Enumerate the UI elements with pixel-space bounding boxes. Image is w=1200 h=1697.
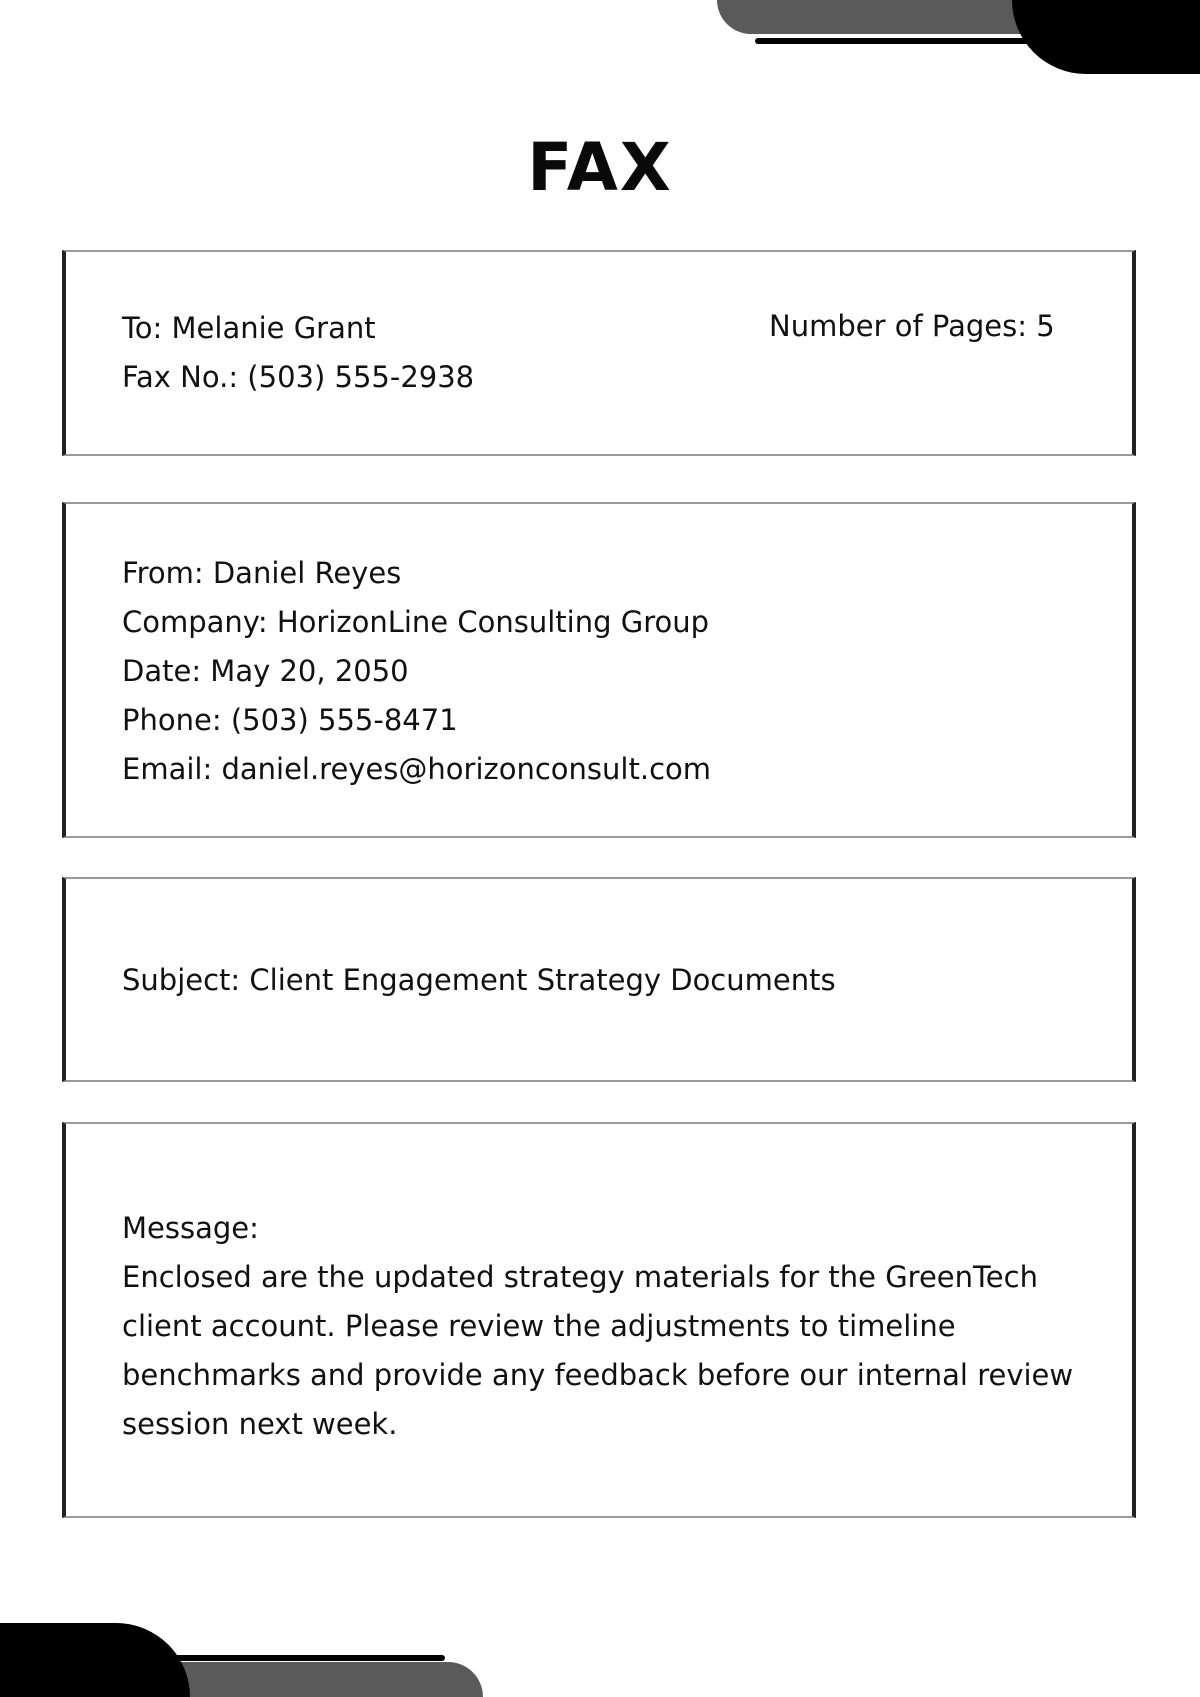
number-of-pages-field: Number of Pages: 5 [769, 309, 1055, 343]
to-field: To: Melanie Grant [122, 311, 376, 345]
decorative-line-top [755, 38, 1055, 44]
subject-section [62, 877, 1136, 1082]
decorative-bar-bottom-black [0, 1623, 190, 1697]
decorative-bar-bottom-gray [150, 1662, 483, 1697]
decorative-bar-top-black [1012, 0, 1200, 74]
message-body: Enclosed are the updated strategy materials for the GreenTech client account. Please review the adjustments to timeline benchmarks and provide any feedback before our internal review session next week. [122, 1260, 1074, 1441]
fax-number-field: Fax No.: (503) 555-2938 [122, 360, 475, 394]
from-field: From: Daniel Reyes [122, 556, 402, 590]
recipient-section [62, 250, 1136, 456]
email-field: Email: daniel.reyes@horizonconsult.com [122, 752, 712, 786]
decorative-line-bottom [170, 1655, 445, 1661]
phone-field: Phone: (503) 555-8471 [122, 703, 458, 737]
date-field: Date: May 20, 2050 [122, 654, 409, 688]
page-title: FAX [527, 129, 673, 206]
message-section [62, 1122, 1136, 1518]
subject-field: Subject: Client Engagement Strategy Documents [122, 963, 836, 997]
sender-section [62, 502, 1136, 838]
message-label: Message: [122, 1211, 259, 1245]
company-field: Company: HorizonLine Consulting Group [122, 605, 710, 639]
decorative-bar-top-gray [717, 0, 1047, 34]
